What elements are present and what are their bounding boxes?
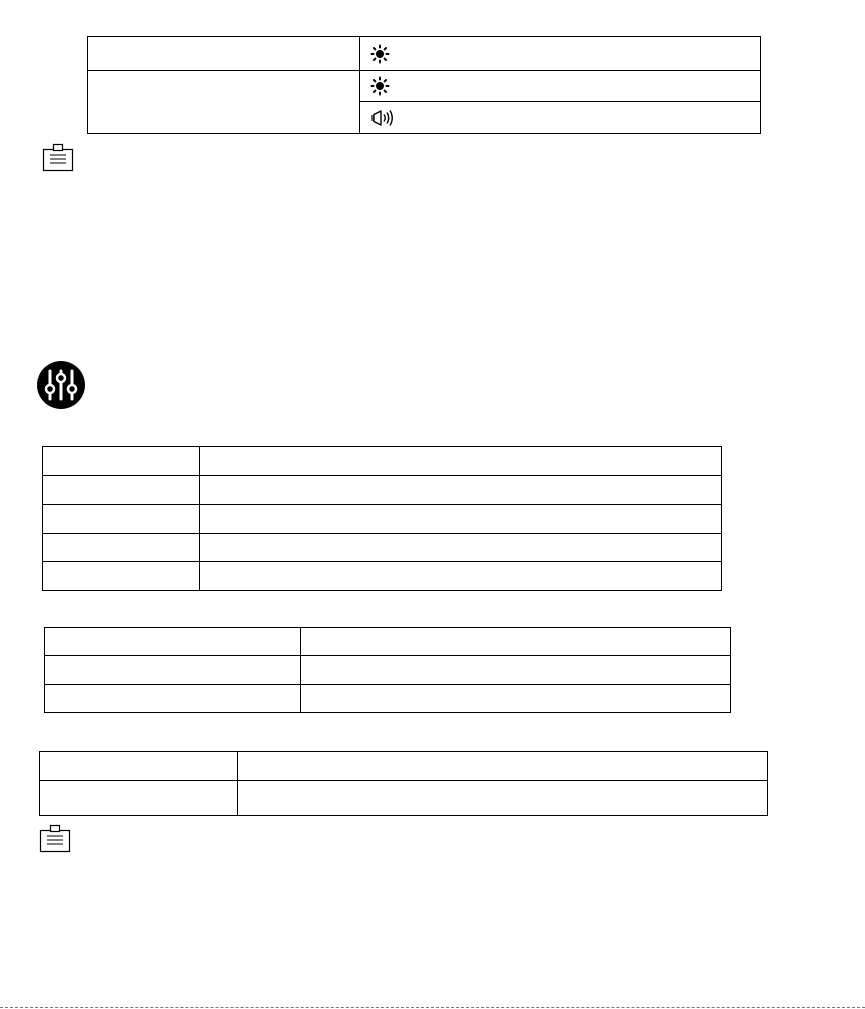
table-row	[40, 752, 768, 781]
table-cell	[40, 781, 238, 816]
table-cell	[301, 685, 731, 713]
table-cell	[360, 37, 761, 71]
horn-icon	[370, 108, 396, 128]
table-cell	[200, 505, 722, 534]
table-cell	[88, 71, 360, 134]
table-row	[45, 685, 731, 713]
table-row	[88, 71, 761, 102]
table-cell	[43, 447, 200, 476]
table-cell	[301, 656, 731, 685]
sun-icon	[370, 76, 390, 96]
table-cell	[43, 562, 200, 591]
table-cell	[238, 781, 768, 816]
table-cell	[301, 628, 731, 656]
top-indicator-table	[87, 36, 761, 134]
sun-icon	[370, 44, 390, 64]
table-row	[43, 476, 722, 505]
table-cell	[45, 656, 301, 685]
table-cell	[200, 476, 722, 505]
sliders-icon	[36, 360, 86, 410]
table-cell	[43, 476, 200, 505]
table-cell	[40, 752, 238, 781]
table-row	[43, 562, 722, 591]
table-cell	[43, 505, 200, 534]
page-bottom-divider	[0, 1007, 865, 1008]
table-cell	[45, 628, 301, 656]
table-cell	[200, 447, 722, 476]
table-row	[43, 505, 722, 534]
table-cell	[360, 102, 761, 134]
note-icon	[41, 142, 75, 172]
table-cell	[45, 685, 301, 713]
table-cell	[200, 562, 722, 591]
note-icon	[38, 823, 72, 853]
settings-table-3	[39, 751, 768, 816]
table-cell	[238, 752, 768, 781]
table-cell	[360, 71, 761, 102]
table-row	[43, 447, 722, 476]
table-row	[40, 781, 768, 816]
table-row	[45, 628, 731, 656]
table-cell	[88, 37, 360, 71]
table-row	[88, 37, 761, 71]
table-cell	[200, 534, 722, 562]
table-cell	[43, 534, 200, 562]
table-row	[45, 656, 731, 685]
table-row	[43, 534, 722, 562]
settings-table-1	[42, 446, 722, 591]
settings-table-2	[44, 627, 731, 713]
